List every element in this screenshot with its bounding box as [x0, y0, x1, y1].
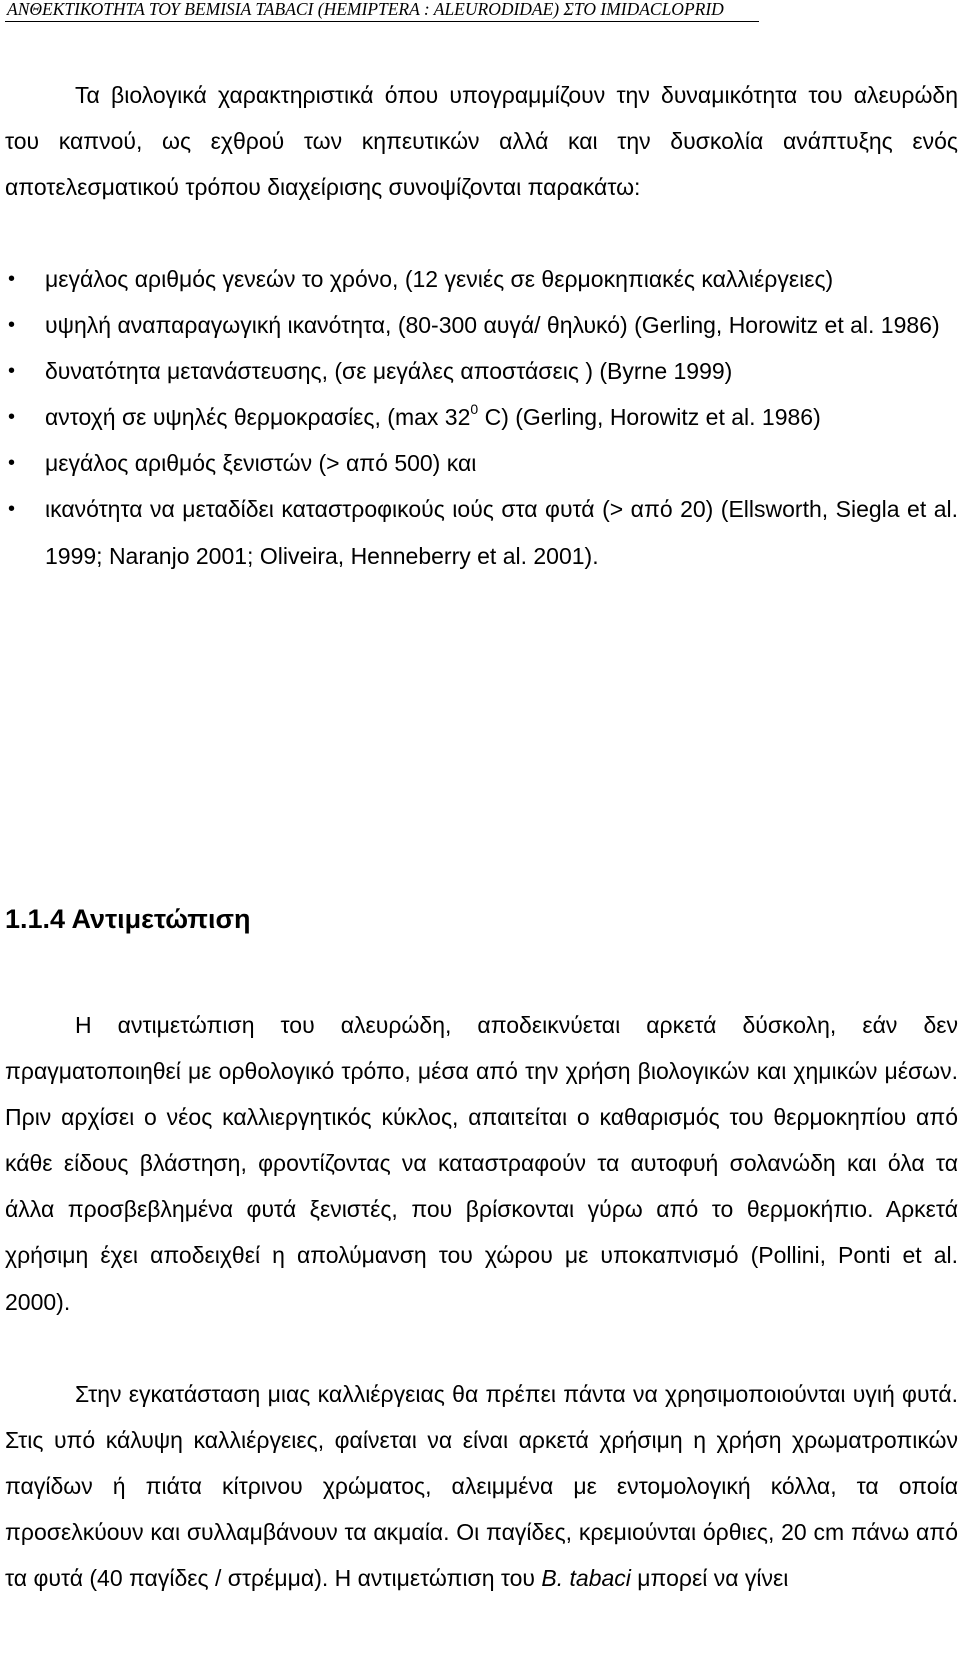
bullet-icon: • — [8, 268, 16, 290]
bullet-icon: • — [8, 498, 16, 521]
section-heading: 1.1.4 Αντιμετώπιση — [5, 904, 251, 934]
bullet-icon: • — [8, 406, 16, 429]
running-header: ΑΝΘΕΚΤΙΚΟΤΗΤΑ ΤΟΥ BEMISIA TABACI (HEMIPTERA : ALEURODIDAE) ΣΤΟ IMIDACLOPRID — [7, 0, 724, 19]
list-item — [5, 486, 958, 578]
paragraph-text-start: Στην εγκατάσταση μιας καλλιέργειας θα πρέπει πάντα να χρησιμοποιούνται υγιή φυτά. Στις υπό κάλυψη καλλιέργειες, φαίνεται να είναι αρκετά χρήσιμη η χρήση χρωματροπικών παγίδων ή πιάτα κίτρινου χρώματος, αλειμμένα με εντομολογική κόλλα, τα οποία προσελκύουν και συλλαμβάνουν τα ακμαία. Οι παγίδες, κρεμιούνται όρθιες, 20 cm πάνω από τα φυτά (40 παγίδες / στρέμμα). Η αντιμετώπιση του — [5, 1381, 958, 1592]
bullet-icon: • — [8, 360, 16, 383]
list-item-text-before: αντοχή σε υψηλές θερμοκρασίες, (max 32 — [45, 404, 471, 431]
bullet-icon: • — [8, 314, 16, 337]
list-item-text: δυνατότητα μετανάστευσης, (σε μεγάλες αποστάσεις ) (Byrne 1999) — [45, 358, 733, 385]
list-item — [5, 302, 958, 348]
characteristics-list — [5, 256, 958, 579]
list-item-text: μεγάλος αριθμός γενεών το χρόνο, (12 γενιές σε θερμοκηπιακές καλλιέργειες) — [45, 266, 834, 292]
section-paragraph-2 — [5, 1371, 958, 1601]
list-item-text-after: C) (Gerling, Horowitz et al. 1986) — [478, 404, 821, 431]
list-item — [5, 256, 958, 302]
list-item — [5, 348, 958, 394]
section-paragraph-1: Η αντιμετώπιση του αλευρώδη, αποδεικνύεται αρκετά δύσκολη, εάν δεν πραγματοποιηθεί με ορθολογικό τρόπο, μέσα από την χρήση βιολογικών και χημικών μέσων. Πριν αρχίσει ο νέος καλλιεργητικός κύκλος, απαιτείται ο καθαρισμός του θερμοκηπίου από κάθε είδους βλάστηση, φροντίζοντας να καταστραφούν τα αυτοφυή σολανώδη και όλα τα άλλα προσβεβλημένα φυτά ξενιστές, που βρίσκονται γύρω από το θερμοκήπιο. Αρκετά χρήσιμη έχει αποδειχθεί η απολύμανση του χώρου με υποκαπνισμό (Pollini, Ponti et al. 2000). — [5, 1012, 958, 1315]
list-item-text: υψηλή αναπαραγωγική ικανότητα, (80-300 αυγά/ θηλυκό) (Gerling, Horowitz et al. 1986) — [45, 312, 940, 339]
list-item-text: μεγάλος αριθμός ξενιστών (> από 500) και — [45, 450, 477, 477]
list-item-text: ικανότητα να μεταδίδει καταστροφικούς ιούς στα φυτά (> από 20) (Ellsworth, Siegla et al. 1999; Naranjo 2001; Oliveira, Henneberry et al. 2001). — [45, 496, 958, 569]
bullet-icon: • — [8, 452, 16, 475]
list-item — [5, 440, 958, 486]
paragraph-text-end: μπορεί να γίνει — [630, 1565, 789, 1592]
header-underline — [5, 21, 759, 22]
intro-paragraph: Τα βιολογικά χαρακτηριστικά όπου υπογραμμίζουν την δυναμικότητα του αλευρώδη του καπνού, ως εχθρού των κηπευτικών αλλά και την δυσκολία ανάπτυξης ενός αποτελεσματικού τρόπου διαχείρισης συνοψίζονται παρακάτω: — [5, 82, 958, 201]
degree-superscript: 0 — [470, 401, 479, 418]
species-name: B. tabaci — [541, 1565, 631, 1592]
list-item — [5, 394, 958, 440]
